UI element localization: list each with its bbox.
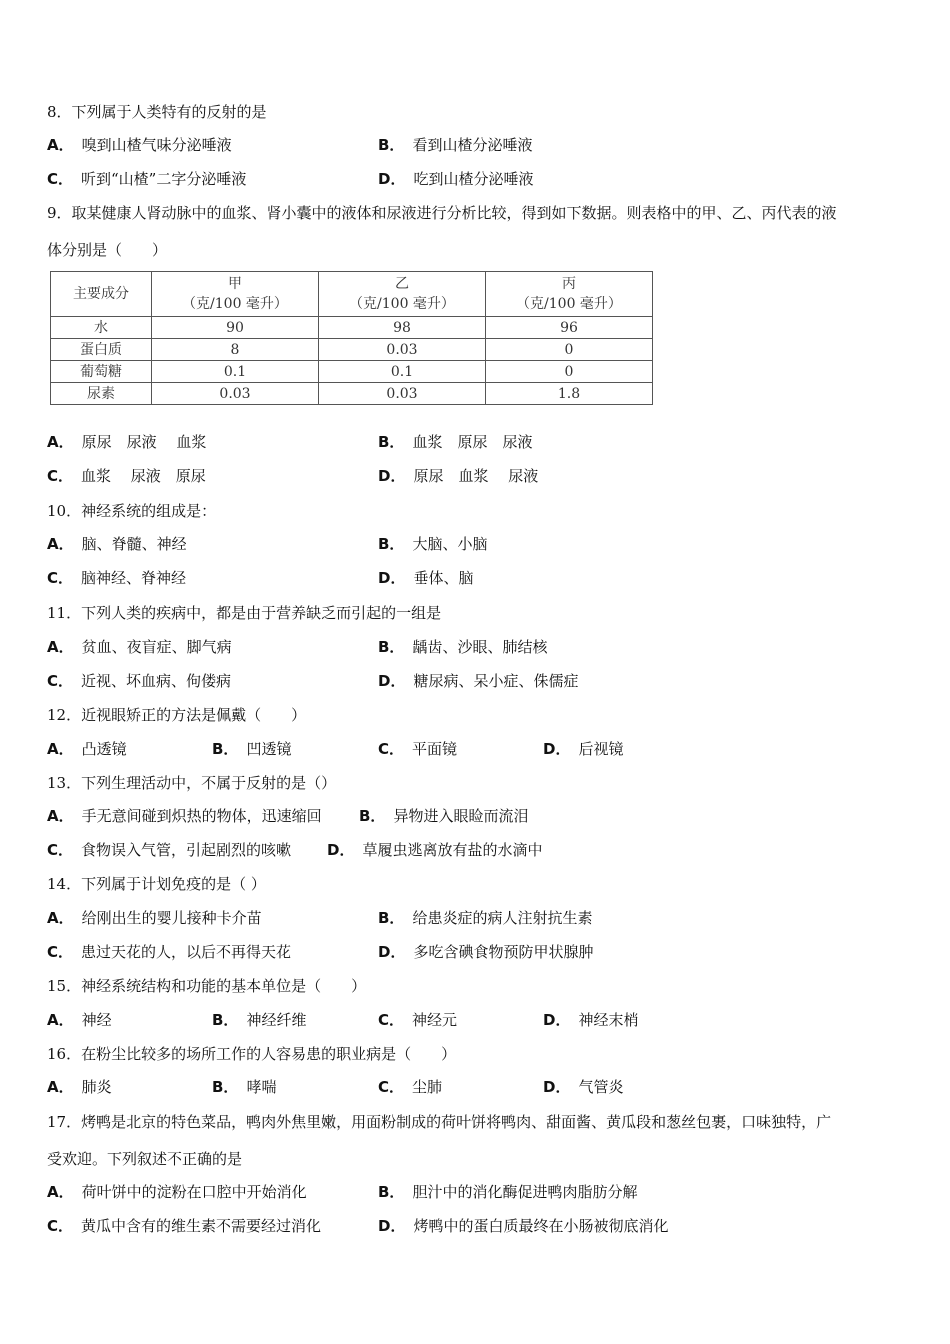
q12-stem: 12．近视眼矫正的方法是佩戴（ ） <box>47 706 307 724</box>
q15-option-b[interactable]: B． 神经纤维 <box>212 1011 307 1029</box>
q16-stem: 16．在粉尘比较多的场所工作的人容易患的职业病是（ ） <box>47 1045 457 1063</box>
table-cell: 0.1 <box>319 361 486 383</box>
table-header-bing: 丙 （克/100 毫升） <box>486 272 653 317</box>
table-cell: 96 <box>486 317 653 339</box>
table-row <box>51 317 653 339</box>
q11-option-a[interactable]: A． 贫血、夜盲症、脚气病 <box>47 638 232 656</box>
table-cell: 葡萄糖 <box>51 361 152 383</box>
q13-stem: 13．下列生理活动中，不属于反射的是（） <box>47 774 337 792</box>
q13-option-d[interactable]: D． 草履虫逃离放有盐的水滴中 <box>327 841 543 859</box>
q8-option-c[interactable]: C． 听到“山楂”二字分泌唾液 <box>47 170 247 188</box>
q17-option-c[interactable]: C． 黄瓜中含有的维生素不需要经过消化 <box>47 1217 322 1235</box>
q9-option-d[interactable]: D． 原尿 血浆 尿液 <box>378 467 539 485</box>
q17-stem-line2: 受欢迎。下列叙述不正确的是 <box>47 1150 243 1168</box>
q13-option-c[interactable]: C． 食物误入气管，引起剧烈的咳嗽 <box>47 841 292 859</box>
q14-option-d[interactable]: D． 多吃含碘食物预防甲状腺肿 <box>378 943 594 961</box>
q10-option-c[interactable]: C． 脑神经、脊神经 <box>47 569 187 587</box>
table-cell: 8 <box>152 339 319 361</box>
q12-option-c[interactable]: C． 平面镜 <box>378 740 458 758</box>
q15-option-d[interactable]: D． 神经末梢 <box>543 1011 639 1029</box>
q14-option-b[interactable]: B． 给患炎症的病人注射抗生素 <box>378 909 593 927</box>
q14-stem: 14．下列属于计划免疫的是（ ） <box>47 875 266 893</box>
table-cell: 0.03 <box>319 339 486 361</box>
q15-option-c[interactable]: C． 神经元 <box>378 1011 458 1029</box>
table-row <box>51 361 653 383</box>
table-cell: 水 <box>51 317 152 339</box>
q15-option-a[interactable]: A． 神经 <box>47 1011 112 1029</box>
q16-option-d[interactable]: D． 气管炎 <box>543 1078 624 1096</box>
q11-option-d[interactable]: D． 糖尿病、呆小症、侏儒症 <box>378 672 579 690</box>
q10-option-d[interactable]: D． 垂体、脑 <box>378 569 474 587</box>
q8-option-b[interactable]: B． 看到山楂分泌唾液 <box>378 136 533 154</box>
table-cell: 0 <box>486 339 653 361</box>
q9-stem-line2: 体分别是（ ） <box>47 241 168 259</box>
q12-option-a[interactable]: A． 凸透镜 <box>47 740 127 758</box>
q14-option-a[interactable]: A． 给刚出生的婴儿接种卡介苗 <box>47 909 262 927</box>
q17-option-a[interactable]: A． 荷叶饼中的淀粉在口腔中开始消化 <box>47 1183 307 1201</box>
q13-option-b[interactable]: B． 异物进入眼睑而流泪 <box>359 807 529 825</box>
q15-stem: 15．神经系统结构和功能的基本单位是（ ） <box>47 977 367 995</box>
table-cell: 1.8 <box>486 383 653 405</box>
table-cell: 尿素 <box>51 383 152 405</box>
table-header-component: 主要成分 <box>51 272 152 317</box>
q10-option-a[interactable]: A． 脑、脊髓、神经 <box>47 535 187 553</box>
table-cell: 0.03 <box>152 383 319 405</box>
table-cell: 蛋白质 <box>51 339 152 361</box>
q10-option-b[interactable]: B． 大脑、小脑 <box>378 535 488 553</box>
q12-option-d[interactable]: D． 后视镜 <box>543 740 624 758</box>
table-row <box>51 339 653 361</box>
table-cell: 0.03 <box>319 383 486 405</box>
composition-table <box>50 271 653 405</box>
q17-stem-line1: 17．烤鸭是北京的特色菜品，鸭肉外焦里嫩，用面粉制成的荷叶饼将鸭肉、甜面酱、黄瓜段和葱丝包裹，口味独特，广 <box>47 1113 832 1131</box>
q11-stem: 11．下列人类的疾病中，都是由于营养缺乏而引起的一组是 <box>47 604 442 622</box>
q14-option-c[interactable]: C． 患过天花的人，以后不再得天花 <box>47 943 292 961</box>
q16-option-b[interactable]: B． 哮喘 <box>212 1078 277 1096</box>
table-header-yi: 乙 （克/100 毫升） <box>319 272 486 317</box>
q12-option-b[interactable]: B． 凹透镜 <box>212 740 292 758</box>
q9-stem-line1: 9．取某健康人肾动脉中的血浆、肾小囊中的液体和尿液进行分析比较，得到如下数据。则表格中的甲、乙、丙代表的液 <box>47 204 837 222</box>
q13-option-a[interactable]: A． 手无意间碰到炽热的物体，迅速缩回 <box>47 807 322 825</box>
q16-option-c[interactable]: C． 尘肺 <box>378 1078 443 1096</box>
q17-option-d[interactable]: D． 烤鸭中的蛋白质最终在小肠被彻底消化 <box>378 1217 669 1235</box>
q16-option-a[interactable]: A． 肺炎 <box>47 1078 112 1096</box>
table-header-row <box>51 272 653 317</box>
table-header-jia: 甲 （克/100 毫升） <box>152 272 319 317</box>
q8-option-a[interactable]: A． 嗅到山楂气味分泌唾液 <box>47 136 232 154</box>
q11-option-c[interactable]: C． 近视、坏血病、佝偻病 <box>47 672 232 690</box>
q17-option-b[interactable]: B． 胆汁中的消化酶促进鸭肉脂肪分解 <box>378 1183 638 1201</box>
table-cell: 0.1 <box>152 361 319 383</box>
q9-option-c[interactable]: C． 血浆 尿液 原尿 <box>47 467 206 485</box>
q10-stem: 10．神经系统的组成是： <box>47 502 217 520</box>
q8-option-d[interactable]: D． 吃到山楂分泌唾液 <box>378 170 534 188</box>
table-cell: 0 <box>486 361 653 383</box>
q9-option-a[interactable]: A． 原尿 尿液 血浆 <box>47 433 207 451</box>
table-cell: 90 <box>152 317 319 339</box>
q9-option-b[interactable]: B． 血浆 原尿 尿液 <box>378 433 533 451</box>
table-row <box>51 383 653 405</box>
table-cell: 98 <box>319 317 486 339</box>
q11-option-b[interactable]: B． 龋齿、沙眼、肺结核 <box>378 638 548 656</box>
q8-stem: 8．下列属于人类特有的反射的是 <box>47 103 267 121</box>
